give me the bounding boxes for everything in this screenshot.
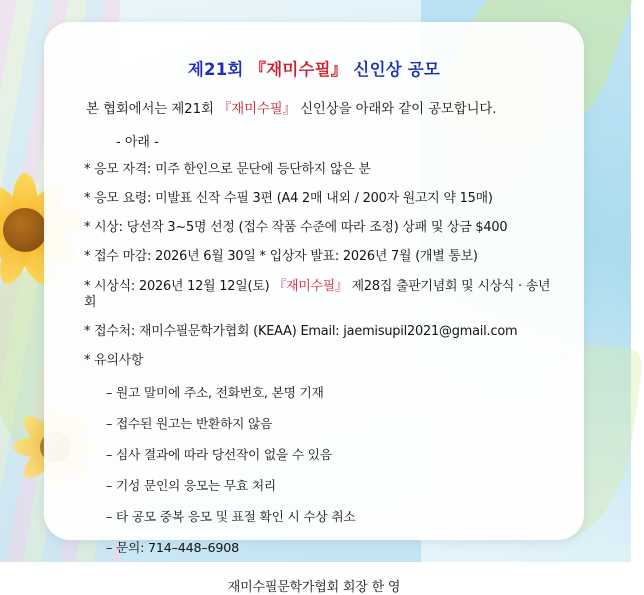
list-item: * 시상: 당선작 3~5명 선정 (접수 작품 수준에 따라 조정) 상패 및 상금 $400 (84, 220, 508, 236)
title-highlight: 『재미수필』 (249, 60, 348, 79)
announcement-card (44, 22, 584, 595)
item-highlight: 『재미수필』 (273, 278, 348, 294)
list-item: * 시상식: 2026년 12월 12일(토) 『재미수필』 제28집 출판기념회 및 시상식 · 송년회 (84, 278, 551, 310)
note-item: – 심사 결과에 따라 당선작이 없을 수 있음 (106, 447, 332, 462)
lead-paragraph (86, 98, 558, 117)
list-item: * 접수 마감: 2026년 6월 30일 * 입상자 발표: 2026년 7월 (개별 통보) (84, 249, 478, 265)
title-suffix: 신인상 공모 (347, 60, 441, 79)
list-item: * 응모 자격: 미주 한인으로 문단에 등단하지 않은 분 (84, 162, 371, 177)
note-item: – 기성 문인의 응모는 무효 처리 (106, 478, 276, 493)
note-item: – 타 공모 중복 응모 및 표절 확인 시 수상 취소 (106, 509, 356, 524)
lead-highlight: 『재미수필』 (218, 102, 296, 117)
list-item: * 유의사항 (84, 352, 144, 368)
list-item: * 접수처: 재미수필문학가협회 (KEAA) Email: jaemisupil2021@gmail.com (84, 323, 518, 339)
lead-prefix: 본 협회에서는 제21회 (86, 102, 218, 117)
signature-line: 재미수필문학가협회 회장 한 영 (227, 580, 401, 595)
note-item: – 원고 말미에 주소, 전화번호, 본명 기재 (106, 385, 324, 400)
list-item: * 응모 요령: 미발표 신작 수필 3편 (A4 2매 내외 / 200자 원고지 약 15매) (84, 191, 493, 207)
section-divider-label: - 아래 - (116, 135, 159, 150)
note-item: – 문의: 714–448–6908 (106, 540, 240, 555)
lead-suffix: 신인상을 아래와 같이 공모합니다. (295, 102, 497, 117)
page-title (70, 56, 558, 80)
title-prefix: 제21회 (187, 60, 250, 79)
note-item: – 접수된 원고는 반환하지 않음 (106, 416, 273, 431)
